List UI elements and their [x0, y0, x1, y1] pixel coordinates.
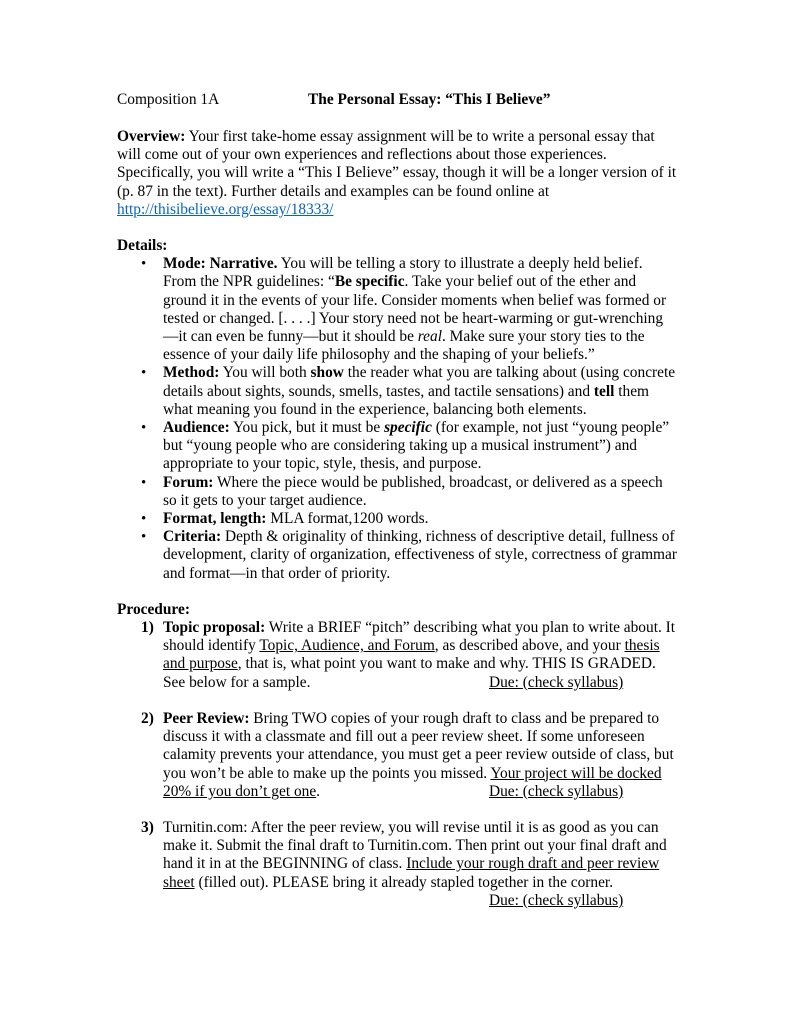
step-number: 2)	[141, 709, 154, 727]
detail-audience	[163, 419, 677, 474]
procedure-step-1	[141, 619, 677, 692]
method-tell: tell	[593, 382, 615, 400]
step3-underline: Include your rough draft and peer review sheet	[163, 855, 660, 891]
forum-text: Where the piece would be published, broadcast, or delivered as a speech so it gets to your target audience.	[163, 473, 663, 509]
mode-text: . Take your belief out of the ether and ground it in the events of your life. Consider moments when belief was formed or tested or changed. [. . . .] Your story need not be heart-warming or gut-wrenching—it can even be funny—but it should be	[163, 273, 667, 346]
step3-text: Turnitin.com: After the peer review, you will revise until it is as good as you can make it. Submit the final draft to Turnitin.com. Then print out your final draft and hand it in at the BEGINNING of class.	[163, 818, 667, 873]
format-text: MLA format,1200 words.	[266, 510, 429, 528]
procedure-list	[117, 619, 677, 910]
step2-text: .	[316, 782, 321, 800]
criteria-text: Depth & originality of thinking, richness of descriptive detail, fullness of development, clarity of organization, effectiveness of style, correctness of grammar and format—in that order of priority.	[163, 528, 677, 582]
mode-text: . Make sure your story ties to the essence of your daily life philosophy and the shaping of your beliefs.”	[163, 328, 645, 364]
procedure-heading: Procedure:	[117, 600, 190, 618]
detail-format	[163, 510, 677, 528]
step2-underline: Your project will be docked 20% if you don’t get one	[163, 764, 662, 800]
method-show: show	[310, 364, 344, 382]
criteria-label: Criteria:	[163, 528, 222, 546]
step-number: 1)	[141, 619, 154, 637]
audience-text: You pick, but it must be	[229, 419, 385, 437]
step1-underline: thesis and purpose	[163, 637, 660, 673]
step2-text: Bring TWO copies of your rough draft to class and be prepared to discuss it with a classmate and fill out a peer review sheet. If some unforeseen calamity prevents your attendance, you must get a peer review outside of class, but you won’t be able to make up the points you missed.	[163, 709, 674, 782]
step-number: 3)	[141, 818, 154, 836]
details-heading: Details:	[117, 237, 168, 255]
mode-label: Mode: Narrative.	[163, 255, 278, 273]
course-name: Composition 1A	[117, 91, 220, 108]
step1-underline: Topic, Audience, and Forum	[259, 637, 435, 655]
overview-paragraph	[117, 128, 677, 219]
audience-specific: specific	[384, 419, 432, 437]
detail-forum	[163, 474, 677, 510]
step1-text: , that is, what point you want to make and why. THIS IS GRADED. See below for a sample.	[163, 655, 656, 691]
procedure-step-2	[141, 709, 677, 801]
audience-label: Audience:	[163, 419, 230, 437]
step1-label: Topic proposal:	[163, 619, 266, 637]
document-header	[117, 91, 677, 109]
document-page	[117, 91, 677, 928]
document-title: The Personal Essay: “This I Believe”	[308, 91, 551, 108]
mode-bold: Be specific	[334, 273, 405, 291]
essay-link[interactable]: http://thisibelieve.org/essay/18333/	[117, 200, 334, 218]
step3-text: (filled out). PLEASE bring it already stapled together in the corner.	[194, 873, 614, 891]
overview-label: Overview:	[117, 128, 186, 145]
step1-text: , as described above, and your	[434, 637, 625, 655]
method-text: the reader what you are talking about (using concrete details about sights, sounds, smells, tastes, and tactile sensations) and	[163, 364, 676, 400]
format-label: Format, length:	[163, 510, 267, 528]
step2-label: Peer Review:	[163, 709, 250, 727]
mode-italic: real	[417, 328, 442, 346]
audience-text: (for example, not just “young people” but “young people who are considering taking up a musical instrument”) and appropriate to your topic, style, thesis, and purpose.	[163, 419, 670, 473]
forum-label: Forum:	[163, 473, 214, 491]
detail-method	[163, 364, 677, 419]
method-text: them what meaning you found in the experience, balancing both elements.	[163, 382, 650, 418]
overview-text: Your first take-home essay assignment will be to write a personal essay that will come out of your own experiences and reflections about those experiences. Specifically, you will write a “This I Believe” essay, though it will be a longer version of it (p. 87 in the text). Further details and examples can be found online at	[117, 128, 677, 200]
mode-text: You will be telling a story to illustrate a deeply held belief. From the NPR guidelines: “	[163, 255, 643, 291]
step1-due: Due: (check syllabus)	[489, 673, 624, 691]
method-label: Method:	[163, 364, 220, 382]
details-list	[117, 255, 677, 583]
detail-criteria	[163, 528, 677, 583]
detail-mode	[163, 255, 677, 364]
step3-due: Due: (check syllabus)	[489, 891, 624, 909]
step1-text: Write a BRIEF “pitch” describing what you plan to write about. It should identify	[163, 619, 676, 655]
procedure-step-3	[141, 818, 677, 910]
method-text: You will both	[219, 364, 311, 382]
step2-due: Due: (check syllabus)	[489, 782, 624, 800]
